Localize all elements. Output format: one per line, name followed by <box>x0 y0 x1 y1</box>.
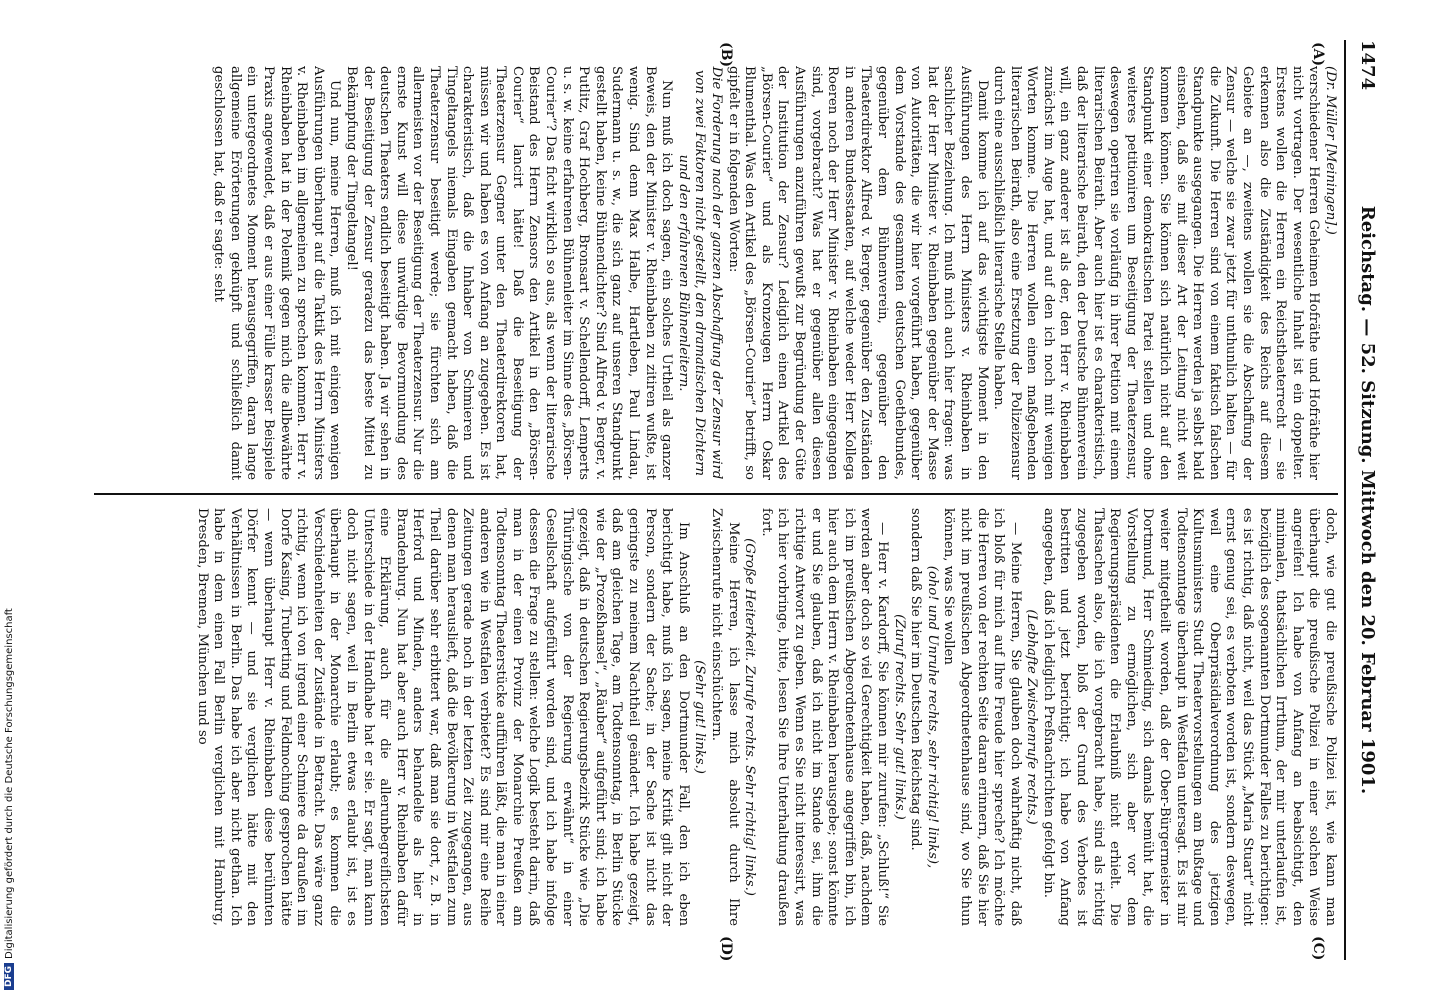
header-rule <box>1344 40 1346 960</box>
interjection: (Zuruf rechts. Sehr gut! links.) <box>891 614 907 820</box>
paragraph: — Meine Herren, Sie glauben doch wahrhaftig nicht, daß ich bloß für mich auf Ihre Freude hier spreche? Ich möchte die Herren von der rechten Seite daran erinnern, daß Sie hier nicht im preußischen Abgeordnetenhause sind, wo Sie thun können, was Sie wollen <box>941 508 1023 926</box>
funding-credit <box>4 560 18 990</box>
interjection: (Lebhafte Zwischenrufe rechts.) <box>1024 609 1040 825</box>
margin-marker-b: (B) <box>718 42 734 68</box>
paragraph: — Herr v. Kardorff, Sie können mir zurufen: „Schluß!“ Sie werden aber doch so viel Gerechtigkeit haben, daß, nachdem ich im preußischen Abgeordnetenhause angegriffen bin, ich hier auch dem Herrn v. Rheinbaben herausgebe; sonst könnte er und Sie glauben, daß ich nicht im Stande sei, ihm die richtige Antwort zu geben. Wenn es Sie nicht interessirt, was ich hier vorbringe, bitte, lesen Sie Ihre Unterhaltung draußen fort. <box>758 508 890 926</box>
paragraph: sondern daß Sie hier im Deutschen Reichstag sind. <box>908 508 924 851</box>
paragraph: verschiedener Herren Geheimen Hofräthe und Hofräthe hier nicht vortragen. Der wesentliche Inhalt ist ein doppelter. Erstens wollen die Herren ein Reichstheaterrecht — sie erkennen also die Zuständigkeit des Reichs auf diesem Gebiete an —, zweitens wollen sie die Abschaffung der Zensur — welche sie zwar jetzt für unthunlich halten — für die Zukunft. Die Herren sind von einem faktisch falschen Standpunkte ausgegangen. Die Herren werden ja selbst bald einsehen, daß sie mit dieser Art der Leitung nicht weit kommen können. Sie können sich natürlich nicht auf den Standpunkt einer demokratischen Partei stellen und ohne weiteres petitioniren um Beseitigung der Theaterzensur, deswegen operiren sie vorläufig in ihrer Petition mit einem literarischen Beirath. Aber auch hier ist es charakteristisch, daß der literarische Beirath, den der Deutsche Bühnenverein will, ein ganz anderer ist als der, den Herr v. Rheinbaben zunächst im Auge hat, und auf den ich noch mit wenigen Worten komme. Die Herren wollen einen maßgebenden literarischen Beirath, also eine Ersetzung der Polizeizensur durch eine ausschließlich literarische Stelle haben. <box>991 66 1322 480</box>
right-text-column <box>74 508 1338 926</box>
speaker-line: (Dr. Müller [Meiningen].) <box>1323 66 1338 235</box>
paragraph: Und nun, meine Herren, muß ich mit einigen wenigen Ausführungen überhaupt auf die Taktik des Herrn Ministers v. Rheinbaben im allgemeinen zu sprechen kommen. Herr v. Rheinbaben hat in der Polemik gegen mich die allbewährte Praxis angewendet, daß er aus einer Fülle krasser Beispiele ein untergeordnetes Moment herausgegriffen, daran lange allgemeine Erörterungen geknüpft und schließlich damit geschlossen hat, daß er sagte: seht <box>211 66 343 480</box>
rotated-page <box>54 0 1434 1000</box>
margin-marker-d: (D) <box>718 936 734 962</box>
paragraph: Nun muß ich doch sagen, ein solches Urtheil als ganzer Beweis, den der Minister v. Rheinbaben zu zitiren wußte, ist wenig. Sind denn Max Halbe, Hartleben, Paul Lindau, Sudermann u. s. w., die sich ganz auf unseren Standpunkt gestellt haben, keine Bühnendichter? Sind Alfred v. Berger, v. Putlitz, Graf Hochberg, Bronsart v. Schellendorff, Lemperts u. s. w. keine erfahrenen Bühnenleiter im Sinne des „Börsen-Courier“? Das ficht wirklich so aus, als wenn der literarische Beistand des Herrn Zensors den Artikel in den „Börsen-Courier“ lancirt hätte! Daß die Beseitigung der Theaterzensur Gegner unter den Theaterdirektoren hat, müssen wir und haben es von Anfang an zugegeben. Es ist charakteristisch, daß die Inhaber von Schmieren und Tingeltangels niemals Eingaben gemacht haben, daß die Theaterzensur beseitigt werde; sie fürchten sich am allermeisten vor der Beseitigung der Theaterzensur. Nur die ernste Kunst will diese unwürdige Bevormundung des deutschen Theaters endlich beseitigt haben. Ja wir sehen in der Beseitigung der Zensur geradezu das beste Mittel zu Bekämpfung der Tingeltangel! <box>343 66 675 480</box>
column-separator <box>94 493 1338 495</box>
interjection: (Große Heiterkeit. Zurufe rechts. Sehr richtig! links.) <box>742 538 758 896</box>
interjection: Die Forderung nach der ganzen Abschaffung der Zensur wird von zwei Faktoren nicht gestellt, den dramatischen Dichtern und den erfahrenen Bühnenleitern. <box>675 66 725 480</box>
page-header <box>1348 40 1378 960</box>
credit-text: Digitalisierung gefördert durch die Deutsche Forschungsgemeinschaft <box>4 608 15 959</box>
left-text-column <box>74 66 1338 480</box>
paragraph: Meine Herren, ich lasse mich absolut durch Ihre Zwischenrufe nicht einschüchtern. <box>709 508 741 926</box>
paragraph: doch, wie gut die preußische Polizei ist, wie kann man überhaupt die preußische Polizei in einer solchen Weise angreifen! Ich habe von Anfang an beabsichtigt, den minimalen, thatsächlichen Irrthum, der mir unterlaufen ist, bezüglich des sogenannten Dortmunder Falles zu berichtigen: es ist richtig, daß nicht, weil das Stück „Maria Stuart“ nicht ernst genug sei, es verboten worden ist, sondern deswegen, weil eine Oberpräsidialverordnung des jetzigen Kultusministers Studt Theatervorstellungen am Bußtage und Todtensonntage überhaupt in Westfalen untersagt. Es ist mir weiter mitgetheilt worden, daß der Ober-Bürgermeister in Dortmund, Herr Schmieding, sich damals bemüht hat, die Vorstellung zu ermöglichen, sich aber vor dem Regierungspräsidenten die Erlaubniß nicht erhielt. Die Thatsachen also, die ich vorgebracht habe, sind als richtig zugegeben worden, bloß der Grund des Verbotes ist bestritten und jetzt berichtigt; ich habe von Anfang angegeben, daß ich lediglich Preßnachrichten gefolgt bin. <box>1040 508 1338 926</box>
dfg-logo: DFG <box>4 963 14 990</box>
paragraph: Damit komme ich auf das wichtigste Moment in den Ausführungen des Herrn Ministers v. Rheinbaben in sachlicher Beziehung. Ich muß mich auch hier fragen: was hat der Herr Minister v. Rheinbaben gegenüber der Masse von Autoritäten, die wir hier vorgeführt haben, gegenüber dem Vorstande des gesammten deutschen Goethebundes, gegenüber dem Bühnenverein, gegenüber den Theaterdirektor Alfred v. Berger, gegenüber den Zuständen in anderen Bundesstaaten, auf welche weder Herr Kollega Roeren noch der Herr Minister v. Rheinbaben eingegangen sind, vorgebracht? Was hat er gegenüber allen diesen Ausführungen anzuführen gewußt zur Begründung der Güte der Institution der Zensur? Lediglich einen Artikel des „Börsen-Courier“ und als Kronzeugen Herrn Oskar Blumenthal. Was den Artikel des „Börsen-Courier“ betrifft, so gipfelt er in folgenden Worten: <box>725 66 990 480</box>
page-title: Reichstag. — 52. Sitzung. Mittwoch den 20. Februar 1901. <box>1357 205 1378 795</box>
interjection: (Sehr gut! links.) <box>692 660 708 774</box>
margin-marker-a: (A) <box>1310 42 1326 67</box>
margin-marker-c: (C) <box>1310 936 1326 961</box>
paragraph: Im Anschluß an den Dortmunder Fall, den ich eben berichtigt habe, muß ich sagen, meine Kritik gilt nicht der Person, sondern der Sache; in der Sache ist nicht das geringste zu meinem Nachtheil geändert. Ich habe gezeigt, daß am gleichen Tage, am Todtensonntag, in Berlin Stücke wie der „Prozeßhansel“, „Räuber“ aufgeführt sind; ich habe gezeigt, daß in deutschen Regierungsbezirk Stücke wie „Die Thüringische von der Regierung erwähnt“ in einer Gesellschaft aufgeführt worden sind, und ich habe infolge dessen die Frage zu stellen: welche Logik besteht darin, daß man in der einen Provinz der Monarchie Preußen am Todtensonntag Theaterstücke aufführen läßt, die man in einer anderen wie in Westfalen verbietet? Es sind mir eine Reihe Zeitungen gerade noch in der letzten Zeit zugegangen, aus denen man herauslieft, daß die Bevölkerung in Westfalen zum Theil darüber sehr erbittert war, daß man sie dort, z. B. in Herford und Minden, anders behandelte als hier in Brandenburg. Nun hat aber auch Herr v. Rheinbaben dafür eine Erklärung, auch für die allerunbegreiflichsten Unterschiede in der Handhabe hat er sie. Er sagt, man kann doch nicht sagen, weil in Berlin etwas erlaubt ist, ist es überhaupt in der Monarchie erlaubt; es kommen die Verschiedenheiten der Zustände in Betracht. Das wäre ganz richtig, wenn ich von irgend einer Schmiere da draußen im Dorfe Kasing, Truberting und Feldmoching gesprochen hätte — wenn überhaupt Herr v. Rheinbaben diese berühmten Dörfer kennt — und sie verglichen hätte mit den Verhältnissen in Berlin. Das habe ich aber nicht gethan. Ich habe in dem einen Fall Berlin verglichen mit Hamburg, Dresden, Bremen, München und so <box>194 508 691 926</box>
interjection: (oho! und Unruhe rechts, sehr richtig! links), <box>924 565 940 869</box>
page-number: 1474 <box>1357 40 1378 91</box>
